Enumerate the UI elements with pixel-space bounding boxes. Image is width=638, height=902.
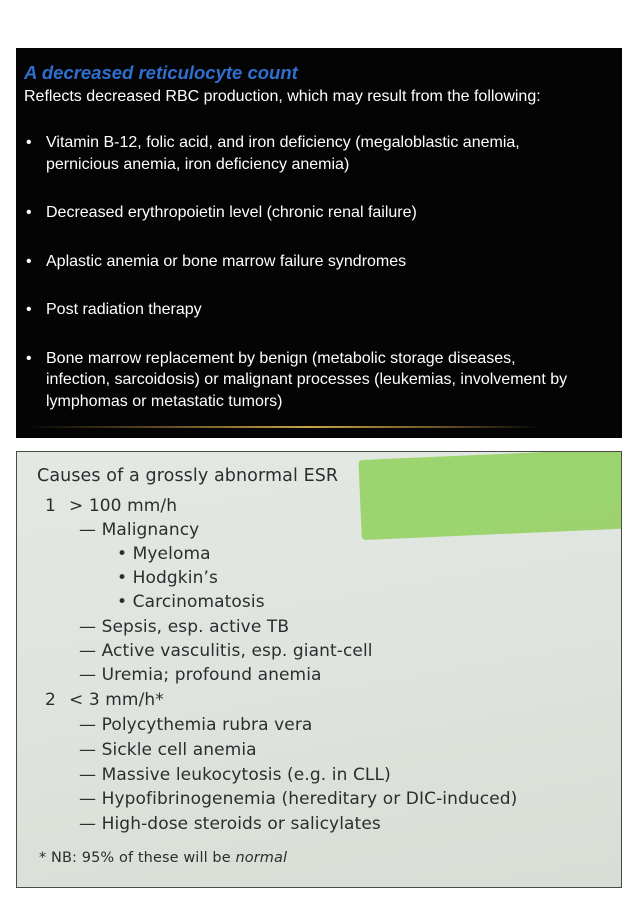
section-label: > 100 mm/h bbox=[69, 496, 178, 516]
cause-line: infection, sarcoidosis) or malignant processes (leukemias, involvement by bbox=[46, 371, 568, 388]
cause-item bbox=[24, 132, 614, 175]
section-label: < 3 mm/h* bbox=[69, 690, 164, 710]
cause-list bbox=[24, 132, 614, 412]
esr-cause: — Sepsis, esp. active TB bbox=[79, 617, 290, 637]
cause-line: pernicious anemia, iron deficiency anemia) bbox=[46, 155, 350, 173]
cause-line: Vitamin B-12, folic acid, and iron deficiency (megaloblastic anemia, bbox=[46, 134, 520, 151]
footnote-emphasis: normal bbox=[235, 850, 288, 866]
cause-item bbox=[24, 202, 614, 224]
bullet-icon: • bbox=[26, 134, 32, 151]
malignancy-item: • Carcinomatosis bbox=[117, 592, 265, 612]
esr-cause: — Active vasculitis, esp. giant-cell bbox=[79, 641, 373, 661]
bullet-icon: • bbox=[26, 204, 32, 221]
slide-intro: Reflects decreased RBC production, which may result from the following: bbox=[24, 88, 541, 105]
esr-photo bbox=[16, 451, 622, 888]
highlighter-mark bbox=[358, 451, 622, 540]
esr-cause: — Polycythemia rubra vera bbox=[79, 715, 313, 735]
cause-item bbox=[24, 251, 614, 273]
esr-cause: — Sickle cell anemia bbox=[79, 740, 257, 760]
malignancy-item: • Myeloma bbox=[117, 544, 211, 564]
cause-line: Post radiation therapy bbox=[46, 301, 202, 318]
reticulocyte-slide bbox=[16, 48, 622, 438]
cause-line: Aplastic anemia or bone marrow failure syndromes bbox=[46, 252, 407, 270]
bullet-icon: • bbox=[26, 301, 32, 318]
malignancy-item: • Hodgkin’s bbox=[117, 568, 218, 588]
section-number: 2 bbox=[45, 690, 56, 710]
esr-cause: — Hypofibrinogenemia (hereditary or DIC-induced) bbox=[79, 789, 518, 809]
section-number: 1 bbox=[45, 496, 56, 516]
cause-item bbox=[24, 348, 614, 413]
esr-cause: — High-dose steroids or salicylates bbox=[79, 814, 381, 834]
cause-line: lymphomas or metastatic tumors) bbox=[46, 392, 283, 410]
footnote-text: * NB: 95% of these will be bbox=[39, 850, 236, 866]
decorative-rule bbox=[24, 426, 542, 428]
esr-cause: — Malignancy bbox=[79, 520, 200, 540]
esr-cause: — Massive leukocytosis (e.g. in CLL) bbox=[79, 765, 391, 785]
slide-title: A decreased reticulocyte count bbox=[24, 62, 298, 83]
bullet-icon: • bbox=[26, 252, 32, 270]
esr-title: Causes of a grossly abnormal ESR bbox=[37, 466, 339, 486]
cause-line: Decreased erythropoietin level (chronic renal failure) bbox=[46, 204, 417, 221]
cause-line: Bone marrow replacement by benign (metabolic storage diseases, bbox=[46, 349, 516, 367]
footnote bbox=[39, 850, 287, 866]
bullet-icon: • bbox=[26, 349, 32, 367]
cause-item bbox=[24, 299, 614, 321]
esr-cause: — Uremia; profound anemia bbox=[79, 665, 322, 685]
